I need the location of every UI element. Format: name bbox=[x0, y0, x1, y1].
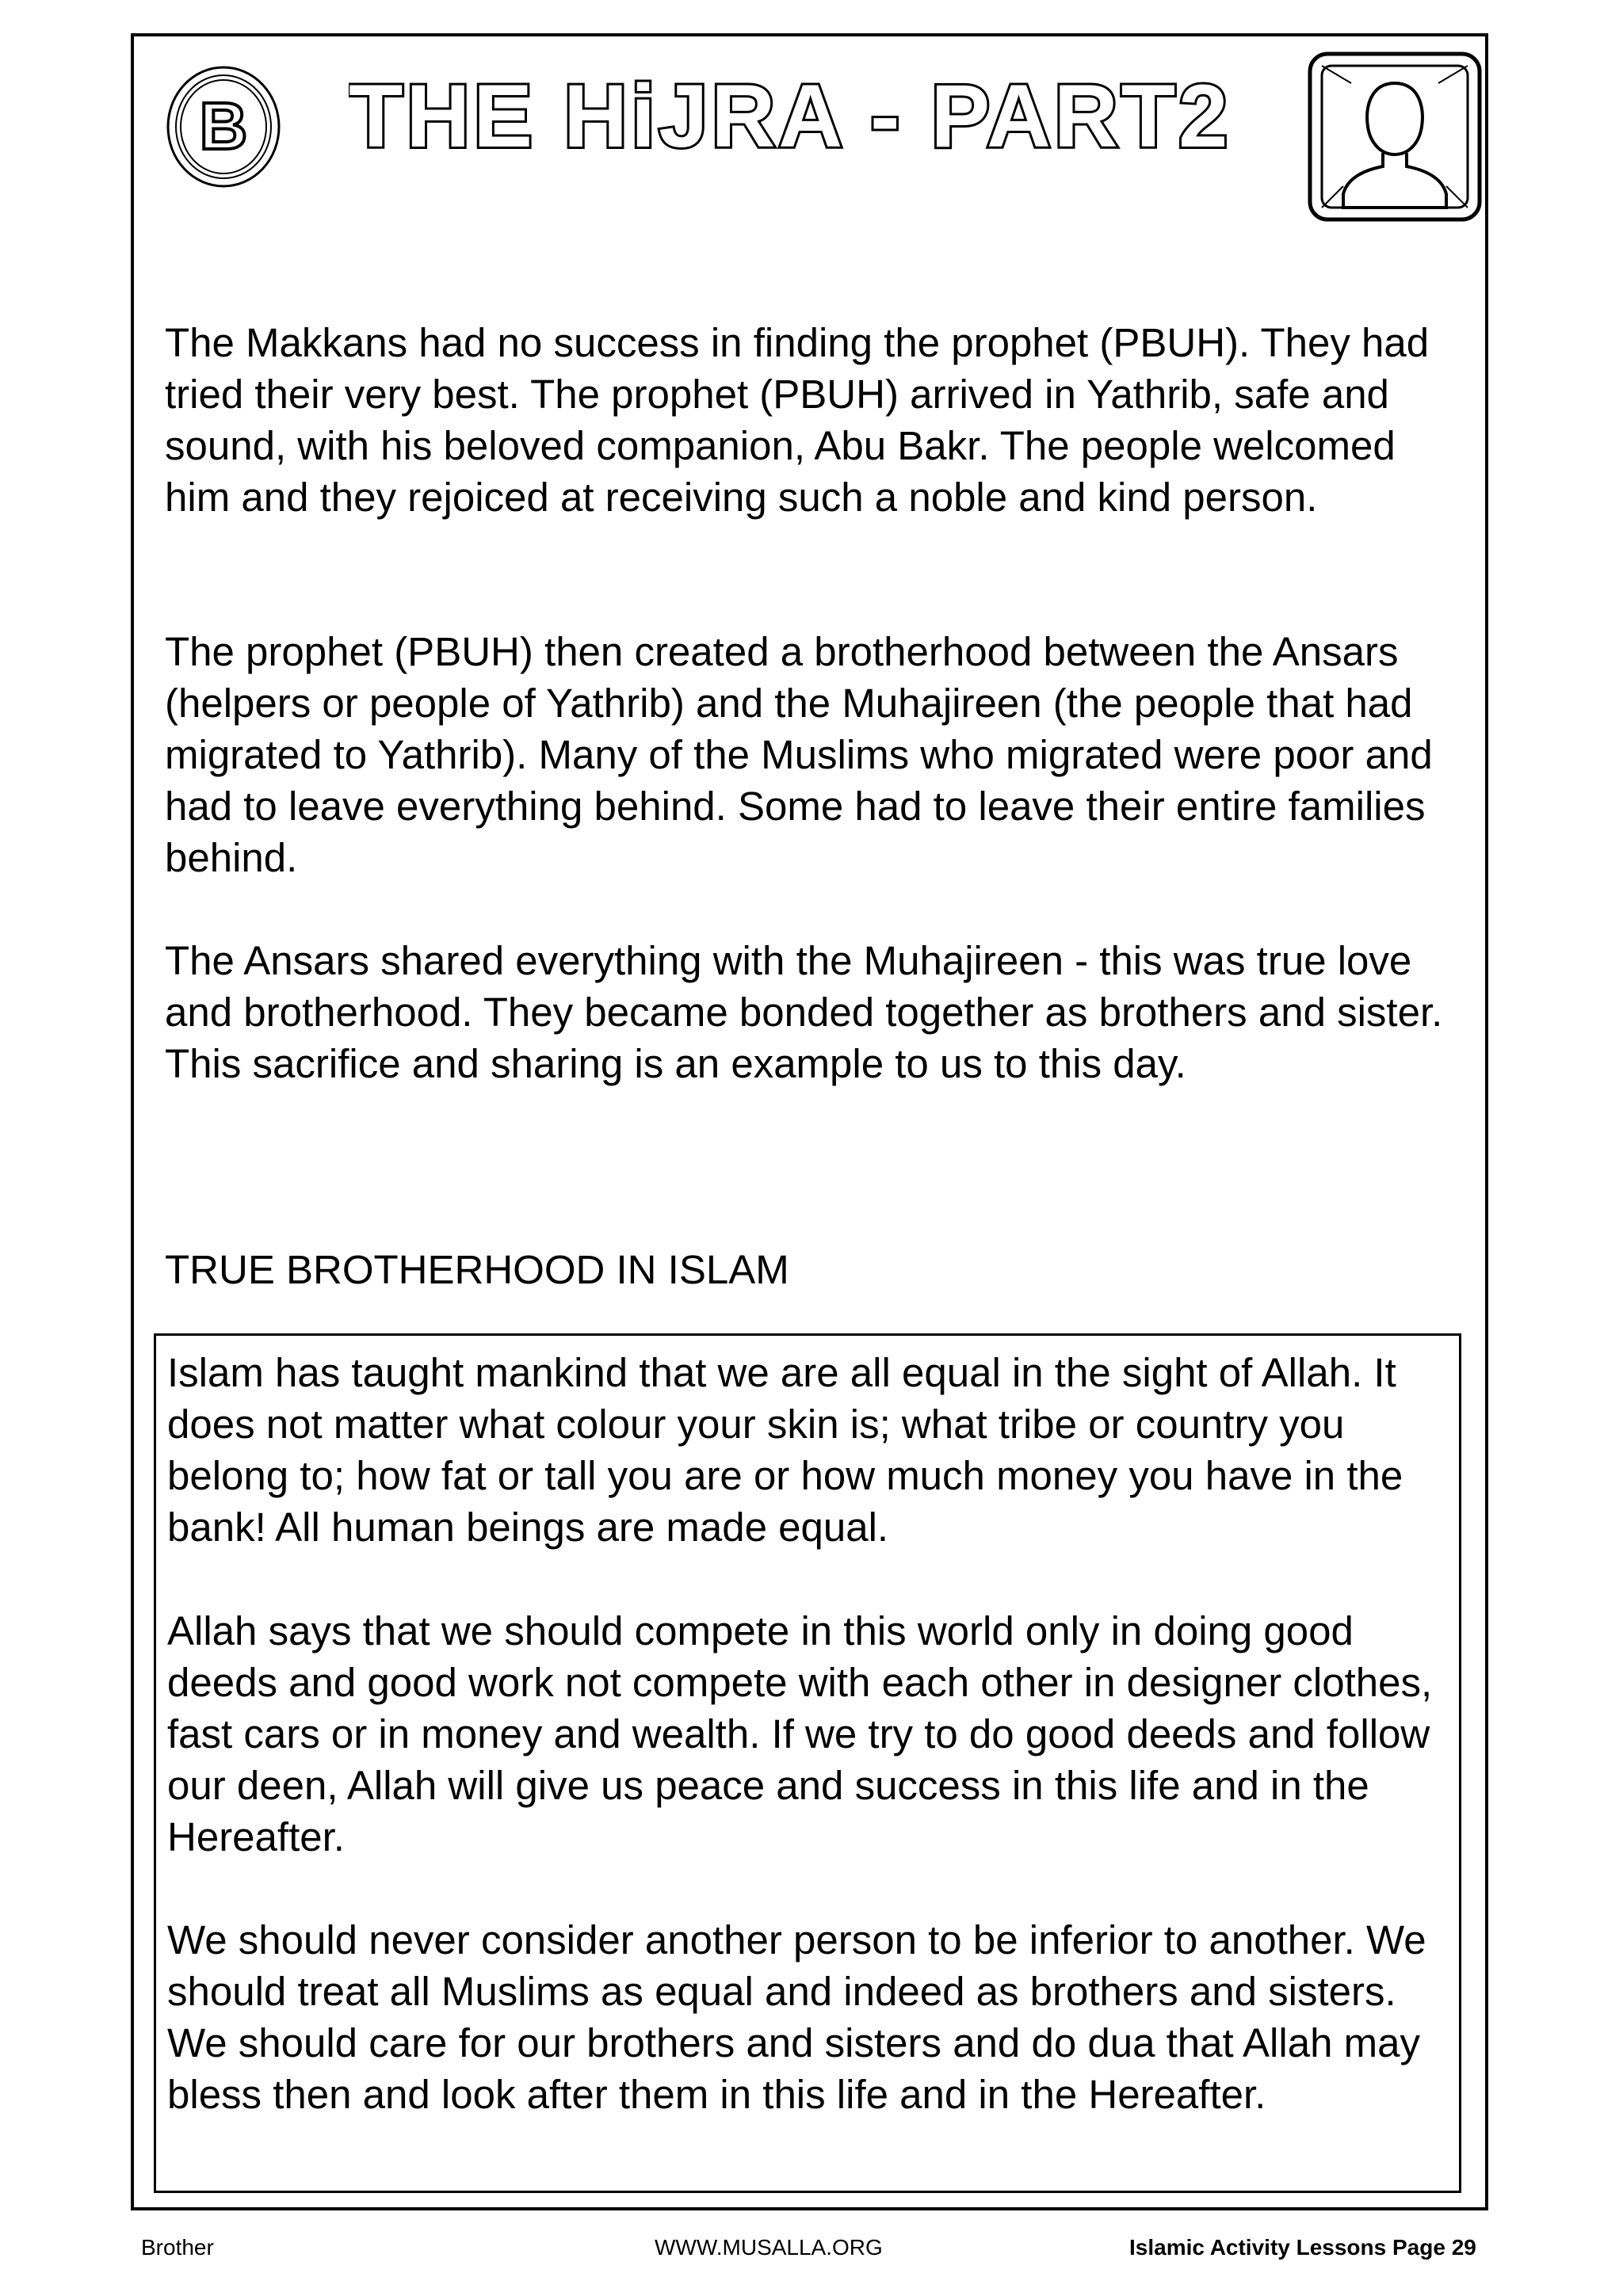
paragraph-arrival: The Makkans had no success in finding the prophet (PBUH). They had tried their very best. The prophet (PBUH) arrived in Yathrib, safe and sound, with his beloved companion, Abu Bakr. The people welcomed him and they rejoiced at receiving such a noble and kind person. bbox=[165, 320, 1430, 520]
section-heading: TRUE BROTHERHOOD IN ISLAM bbox=[165, 1247, 789, 1292]
box-paragraph-equality: Islam has taught mankind that we are all equal in the sight of Allah. It does not matter what colour your skin is; what tribe or country you belong to; how fat or tall you are or how much money you have in the bank! All human beings are made equal. bbox=[167, 1350, 1403, 1550]
badge-letter: B bbox=[199, 89, 248, 163]
footer-page-label: Islamic Activity Lessons Page 29 bbox=[1129, 2235, 1476, 2260]
box-paragraph-compete: Allah says that we should compete in this world only in doing good deeds and good work not compete with each other in designer clothes, fast cars or in money and wealth. If we try to do good deeds and follow our deen, Allah will give us peace and success in this life and in the Hereafter. bbox=[167, 1608, 1433, 1859]
page-title-text: THE HiJRA - PART2 bbox=[349, 67, 1232, 162]
paragraph-ansars: The Ansars shared everything with the Muhajireen - this was true love and brotherhood. They became bonded together as brothers and sister. This sacrifice and sharing is an example to us to this day. bbox=[165, 938, 1443, 1086]
paragraph-brotherhood: The prophet (PBUH) then created a brotherhood between the Ansars (helpers or people of Yathrib) and the Muhajireen (the people that had migrated to Yathrib). Many of the Muslims who migrated were poor and had to leave everything behind. Some had to leave their entire families behind. bbox=[165, 629, 1433, 880]
footer-website: WWW.MUSALLA.ORG bbox=[655, 2235, 883, 2260]
brotherhood-box bbox=[154, 1333, 1461, 2193]
page-title bbox=[349, 67, 1300, 162]
badge-b-icon bbox=[164, 63, 283, 190]
box-paragraph-treatment: We should never consider another person to be inferior to another. We should treat all Muslims as equal and indeed as brothers and sisters. We should care for our brothers and sisters and do dua that Allah may bless then and look after them in this life and in the Hereafter. bbox=[167, 1917, 1426, 2117]
footer-topic: Brother bbox=[141, 2235, 214, 2260]
person-silhouette-icon bbox=[1308, 51, 1482, 222]
